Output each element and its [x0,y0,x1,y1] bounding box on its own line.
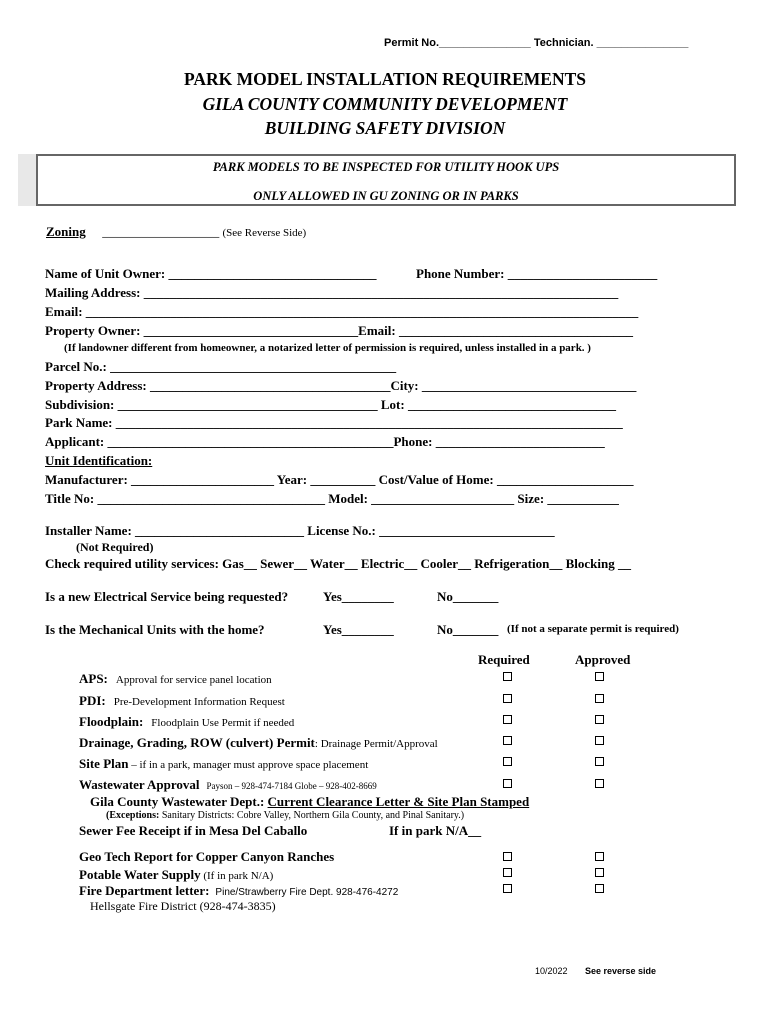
wastewater-required-checkbox[interactable] [503,779,512,788]
aps-label: APS: [79,671,108,686]
zoning-label: Zoning [46,224,86,239]
subtitle-division: BUILDING SAFETY DIVISION [264,118,506,138]
zoning-field[interactable]: __________________ [102,224,220,239]
pdi-row [79,692,285,710]
fire-department-approved-checkbox[interactable] [595,884,604,893]
electrical-question: Is a new Electrical Service being requested? [45,589,289,604]
sewer-park-na[interactable]: If in park N/A__ [389,823,482,838]
geotech-approved-checkbox[interactable] [595,852,604,861]
property-owner-field[interactable]: Property Owner: _________________________________Email: ____________________________________ [45,323,633,338]
geotech-required-checkbox[interactable] [503,852,512,861]
banner-line-2: ONLY ALLOWED IN GU ZONING OR IN PARKS [253,189,519,203]
landowner-note: (If landowner different from homeowner, a notarized letter of permission is required, unless installed in a park. ) [64,342,591,354]
drainage-label: Drainage, Grading, ROW (culvert) Permit [79,735,315,750]
site-plan-label: Site Plan [79,756,129,771]
pdi-approved-checkbox[interactable] [595,694,604,703]
exceptions-description: Sanitary Districts: Cobre Valley, Northern Gila County, and Pinal Sanitary.) [159,810,465,821]
email-field[interactable]: Email: _____________________________________________________________________________________ [45,304,639,319]
potable-water-note: (If in park N/A) [200,870,274,882]
not-required-note: (Not Required) [76,540,154,554]
unit-owner-field[interactable]: Name of Unit Owner: ________________________________ [45,266,377,281]
banner-line-1: PARK MODELS TO BE INSPECTED FOR UTILITY HOOK UPS [212,160,560,174]
drainage-description: : Drainage Permit/Approval [314,738,438,750]
potable-water-label: Potable Water Supply [79,867,201,882]
zoning-note: (See Reverse Side) [222,227,307,239]
parcel-number-field[interactable]: Parcel No.: ____________________________________________ [45,359,397,374]
exceptions-label: (Exceptions: [106,810,160,821]
required-column-header: Required [478,652,530,667]
aps-required-checkbox[interactable] [503,672,512,681]
pdi-description: Pre-Development Information Request [113,696,285,708]
floodplain-approved-checkbox[interactable] [595,715,604,724]
potable-water-approved-checkbox[interactable] [595,868,604,877]
electrical-yes[interactable]: Yes________ [323,589,394,604]
gila-wastewater-label: Gila County Wastewater Dept.: [90,794,265,809]
notice-banner [36,154,736,206]
floodplain-label: Floodplain: [79,714,144,729]
site-plan-required-checkbox[interactable] [503,757,512,766]
site-plan-description: – if in a park, manager must approve space placement [128,759,369,771]
sewer-fee-receipt: Sewer Fee Receipt if in Mesa Del Caballo [79,823,308,838]
fire-department-required-checkbox[interactable] [503,884,512,893]
drainage-approved-checkbox[interactable] [595,736,604,745]
site-plan-row [79,755,368,773]
utility-services-field[interactable]: Check required utility services: Gas__ Sewer__ Water__ Electric__ Cooler__ Refrigeration__ Blocking __ [45,556,631,571]
wastewater-row [79,776,377,794]
drainage-row [79,734,438,752]
wastewater-approved-checkbox[interactable] [595,779,604,788]
unit-identification-heading: Unit Identification: [45,453,153,468]
installer-name-field[interactable]: Installer Name: __________________________ License No.: ___________________________ [45,523,555,538]
floodplain-description: Floodplain Use Permit if needed [151,717,295,729]
aps-row [79,670,272,688]
potable-water-required-checkbox[interactable] [503,868,512,877]
property-address-field[interactable]: Property Address: _____________________________________City: _________________________________ [45,378,637,393]
floodplain-row [79,713,294,731]
zoning-row [46,224,306,240]
geotech-report: Geo Tech Report for Copper Canyon Ranches [79,849,335,864]
aps-approved-checkbox[interactable] [595,672,604,681]
mechanical-yes[interactable]: Yes________ [323,622,394,637]
mailing-address-field[interactable]: Mailing Address: _________________________________________________________________________ [45,285,619,300]
fire-department-phone: Pine/Strawberry Fire Dept. 928-476-4272 [215,887,399,898]
wastewater-label: Wastewater Approval [79,777,200,792]
drainage-required-checkbox[interactable] [503,736,512,745]
fire-department-row [79,882,398,900]
title-number-field[interactable]: Title No: ___________________________________ Model: ______________________ Size: ___________ [45,491,619,506]
banner-shadow [18,154,38,206]
aps-description: Approval for service panel location [115,674,272,686]
clearance-letter-requirement: Current Clearance Letter & Site Plan Stamped [267,794,530,809]
fire-department-label: Fire Department letter: [79,883,210,898]
electrical-no[interactable]: No_______ [437,589,499,604]
park-name-field[interactable]: Park Name: ______________________________________________________________________________ [45,415,623,430]
wastewater-phones: Payson – 928-474-7184 Globe – 928-402-8669 [206,781,377,791]
applicant-field[interactable]: Applicant: ____________________________________________Phone: __________________________ [45,434,605,449]
pdi-label: PDI: [79,693,106,708]
manufacturer-field[interactable]: Manufacturer: ______________________ Year: __________ Cost/Value of Home: _____________________ [45,472,634,487]
pdi-required-checkbox[interactable] [503,694,512,703]
page-title: PARK MODEL INSTALLATION REQUIREMENTS [183,69,587,89]
floodplain-required-checkbox[interactable] [503,715,512,724]
site-plan-approved-checkbox[interactable] [595,757,604,766]
approved-column-header: Approved [575,652,631,667]
mechanical-no[interactable]: No_______ [437,622,499,637]
permit-technician-line: Permit No._______________ Technician. _______________ [384,37,689,49]
phone-number-field[interactable]: Phone Number: _______________________ [416,266,658,281]
gila-wastewater-row [90,794,529,810]
see-reverse-side: See reverse side [585,966,657,976]
exceptions-row [106,810,464,821]
hellsgate-fire-district: Hellsgate Fire District (928-474-3835) [90,899,276,913]
subdivision-field[interactable]: Subdivision: ________________________________________ Lot: ________________________________ [45,397,616,412]
subtitle-department: GILA COUNTY COMMUNITY DEVELOPMENT [202,94,568,114]
mechanical-question: Is the Mechanical Units with the home? [45,622,265,637]
mechanical-note: (If not a separate permit is required) [507,623,679,635]
revision-date: 10/2022 [535,966,568,976]
